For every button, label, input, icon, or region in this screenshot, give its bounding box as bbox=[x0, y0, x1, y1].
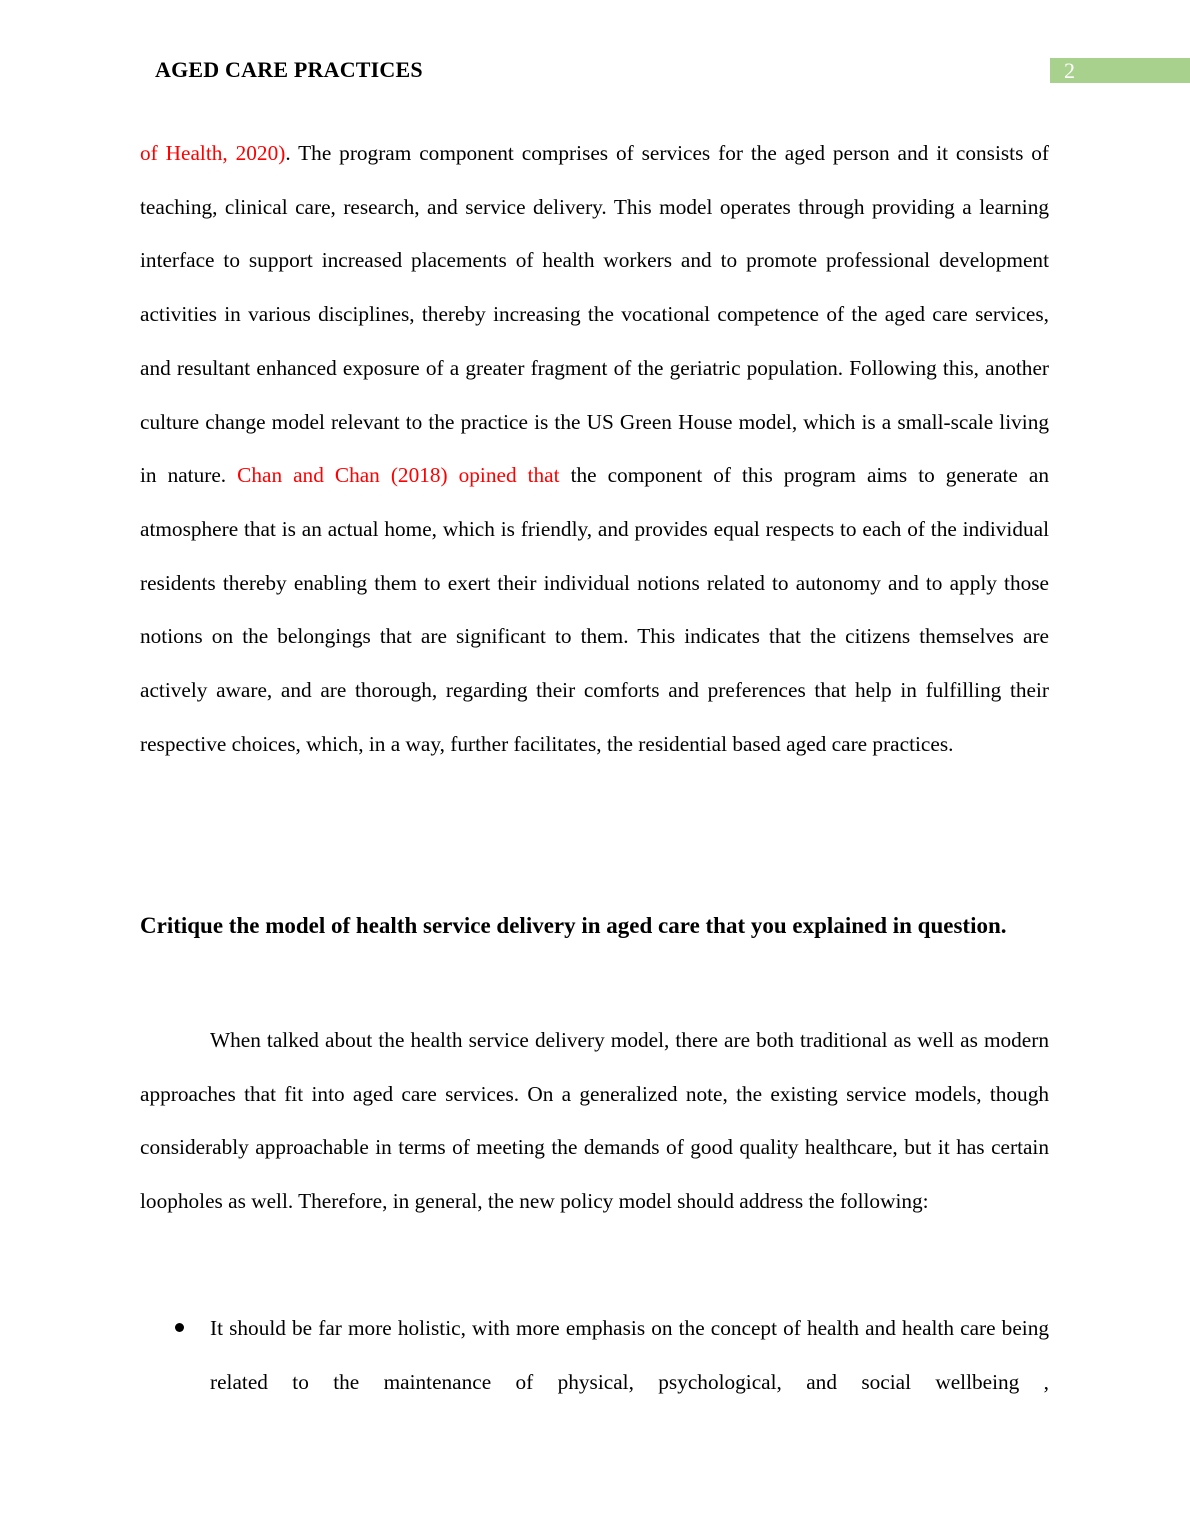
bullet-dot-icon bbox=[175, 1323, 184, 1332]
paragraph-text: the component of this program aims to generate an atmosphere that is an actual home, which is friendly, and provides equal respects to each of the individual residents thereby enabling them to exert their individual notions related to autonomy and to apply those notions on the belongings that are significant to them. This indicates that the citizens themselves are actively aware, and are thorough, regarding their comforts and preferences that help in fulfilling their respective choices, which, in a way, further facilitates, the residential based aged care practices. bbox=[140, 463, 1050, 756]
citation-text: of Health, 2020) bbox=[140, 141, 286, 165]
body-paragraph-2: When talked about the health service delivery model, there are both traditional as well as modern approaches that fit into aged care services. On a generalized note, the existing service models, though considerably approachable in terms of meeting the demands of good quality healthcare, but it has certain loopholes as well. Therefore, in general, the new policy model should address the following: bbox=[140, 1028, 1049, 1214]
citation-text: Chan and Chan (2018) opined that bbox=[237, 463, 560, 488]
body-paragraph-1 bbox=[140, 127, 1049, 771]
page-number: 2 bbox=[1064, 58, 1075, 83]
bullet-item bbox=[140, 1302, 1049, 1409]
section-heading: Critique the model of health service delivery in aged care that you explained in question. bbox=[140, 913, 1007, 938]
bullet-list bbox=[140, 1302, 1049, 1409]
paragraph-text: . The program component comprises of services for the aged person and it consists of teaching, clinical care, research, and service delivery. This model operates through providing a learning interface to support increased placements of health workers and to promote professional development activities in various disciplines, thereby increasing the vocational competence of the aged care services, and resultant enhanced exposure of a greater fragment of the geriatric population. Following this, another culture change model relevant to the practice is the US Green House model, which is a small-scale living in nature. bbox=[140, 141, 1050, 488]
bullet-text: It should be far more holistic, with more emphasis on the concept of health and health care being related to the maintenance of physical, psychological, and social wellbeing , bbox=[210, 1316, 1049, 1394]
page-number-bar bbox=[1050, 58, 1190, 83]
running-head: AGED CARE PRACTICES bbox=[155, 57, 423, 82]
